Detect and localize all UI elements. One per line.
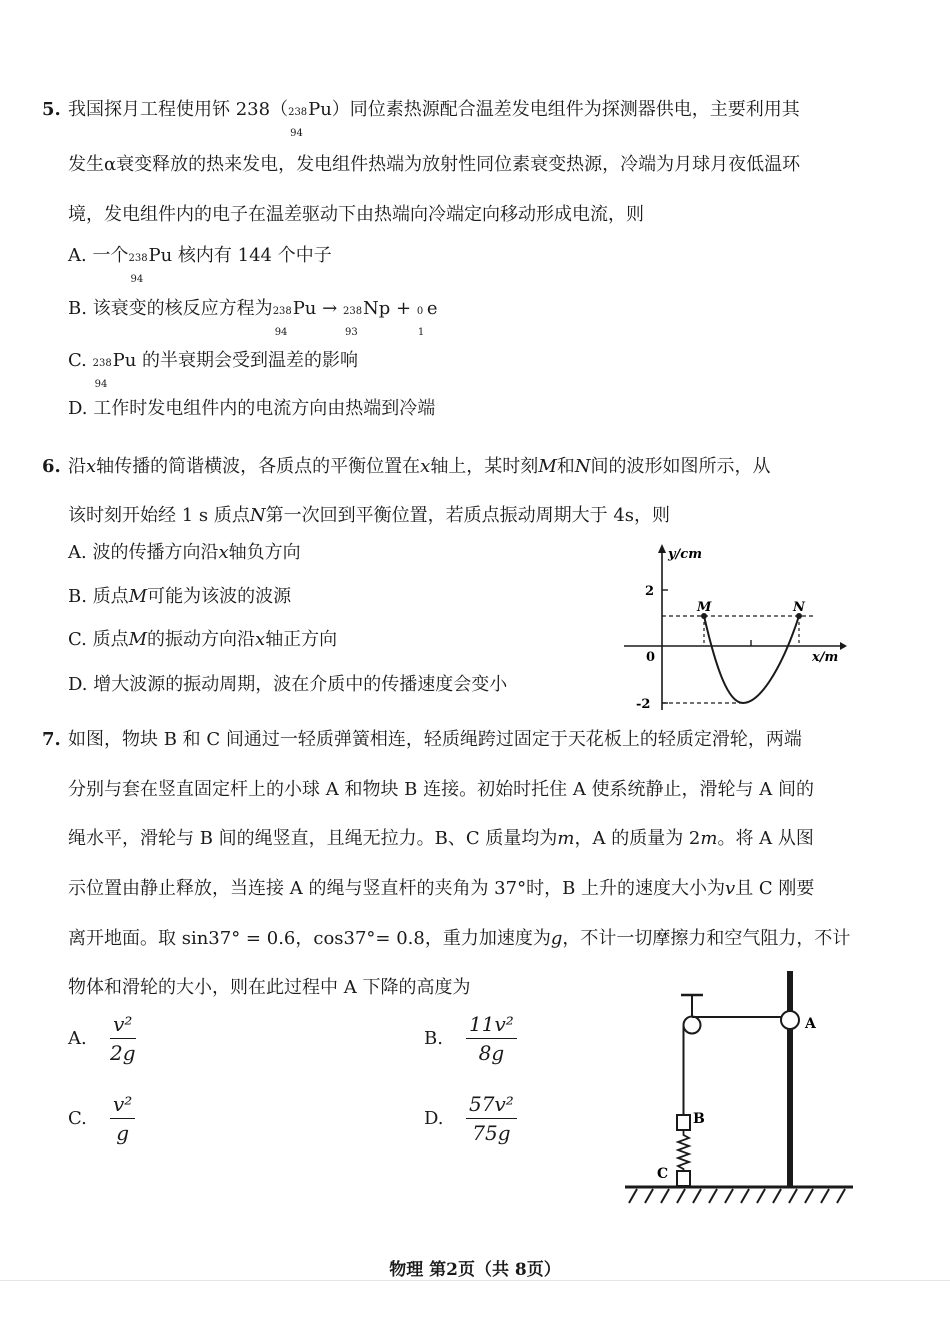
x-axis-label: x/m bbox=[812, 650, 839, 665]
page-footer: 物理 第2页（共 8页） bbox=[389, 1260, 561, 1280]
y-axis-arrow bbox=[658, 544, 666, 553]
q6-line-2: 该时刻开始经 1 s 质点N第一次回到平衡位置，若质点振动周期大于 4s，则 bbox=[68, 505, 671, 526]
y-axis-label: y/cm bbox=[668, 547, 702, 562]
spring bbox=[678, 1130, 689, 1171]
q5-option-b: B. 该衰变的核反应方程为 238 94 Pu → 238 93 Np + 0 1 e bbox=[68, 298, 438, 338]
q7-option-b: B. $\frac{\text{11v²}}{8g}$ bbox=[424, 1012, 517, 1065]
label-a: A bbox=[805, 1016, 816, 1032]
pulley-figure bbox=[615, 965, 865, 1215]
label-n: N bbox=[793, 600, 805, 615]
q7-line-5: 离开地面。取 sin37° = 0.6，cos37°= 0.8，重力加速度为g，不计一切摩擦力和空气阻力，不计 bbox=[68, 928, 851, 949]
label-b: B bbox=[693, 1111, 705, 1127]
q7-option-a: A. $\frac{\text{v²}}{2g}$ bbox=[68, 1012, 136, 1065]
ground-hatching bbox=[629, 1189, 845, 1203]
ball-a bbox=[781, 1011, 799, 1029]
q7-option-d: D. $\frac{\text{57v²}}{75g}$ bbox=[424, 1092, 517, 1145]
q5-line-1: 5. 我国探月工程使用钚 238（ 238 94 Pu）同位素热源配合温差发电组件为探测器供电，主要利用其 bbox=[42, 99, 800, 139]
q7-line-2: 分别与套在竖直固定杆上的小球 A 和物块 B 连接。初始时托住 A 使系统静止，滑轮与 A 间的 bbox=[68, 779, 814, 800]
q5-line-3: 境，发电组件内的电子在温差驱动下由热端向冷端定向移动形成电流，则 bbox=[68, 204, 644, 225]
origin-label: 0 bbox=[646, 650, 656, 665]
q5-number: 5. bbox=[42, 99, 61, 120]
q6-option-b: B. 质点M可能为该波的波源 bbox=[68, 586, 292, 607]
q7-option-c: C. $\frac{\text{v²}}{g}$ bbox=[68, 1092, 135, 1145]
q7-line-6: 物体和滑轮的大小，则在此过程中 A 下降的高度为 bbox=[68, 977, 471, 998]
pulley bbox=[684, 1017, 701, 1034]
q5-option-c: C. 238 94 Pu 的半衰期会受到温差的影响 bbox=[68, 350, 359, 390]
q6-line-1: 6. 沿x轴传播的简谐横波，各质点的平衡位置在x轴上，某时刻M和N间的波形如图所示，从 bbox=[42, 456, 771, 477]
label-m: M bbox=[697, 600, 712, 615]
q5-line-2: 发生α衰变释放的热来发电，发电组件热端为放射性同位素衰变热源，冷端为月球月夜低温环 bbox=[68, 154, 801, 175]
q6-option-d: D. 增大波源的振动周期，波在介质中的传播速度会变小 bbox=[68, 674, 508, 695]
y-tick-2: 2 bbox=[645, 584, 655, 599]
wave-graph bbox=[612, 540, 847, 715]
q6-option-a: A. 波的传播方向沿x轴负方向 bbox=[68, 542, 301, 563]
y-tick-neg2: -2 bbox=[636, 697, 651, 712]
q5-option-a: A. 一个 238 94 Pu 核内有 144 个中子 bbox=[68, 245, 332, 285]
q7-line-3: 绳水平，滑轮与 B 间的绳竖直，且绳无拉力。B、C 质量均为m，A 的质量为 2m。将 A 从图 bbox=[68, 828, 814, 849]
block-c bbox=[677, 1171, 690, 1186]
waveform bbox=[704, 616, 799, 703]
q7-line-1: 7. 如图，物块 B 和 C 间通过一轻质弹簧相连，轻质绳跨过固定于天花板上的轻质定滑轮，两端 bbox=[42, 729, 802, 750]
q6-option-c: C. 质点M的振动方向沿x轴正方向 bbox=[68, 629, 338, 650]
label-c: C bbox=[657, 1166, 669, 1182]
x-axis-arrow bbox=[840, 642, 847, 650]
q7-line-4: 示位置由静止释放，当连接 A 的绳与竖直杆的夹角为 37°时，B 上升的速度大小为v且 C 刚要 bbox=[68, 878, 815, 899]
footer-divider bbox=[0, 1280, 950, 1281]
q5-option-d: D. 工作时发电组件内的电流方向由热端到冷端 bbox=[68, 398, 436, 419]
block-b bbox=[677, 1115, 690, 1130]
